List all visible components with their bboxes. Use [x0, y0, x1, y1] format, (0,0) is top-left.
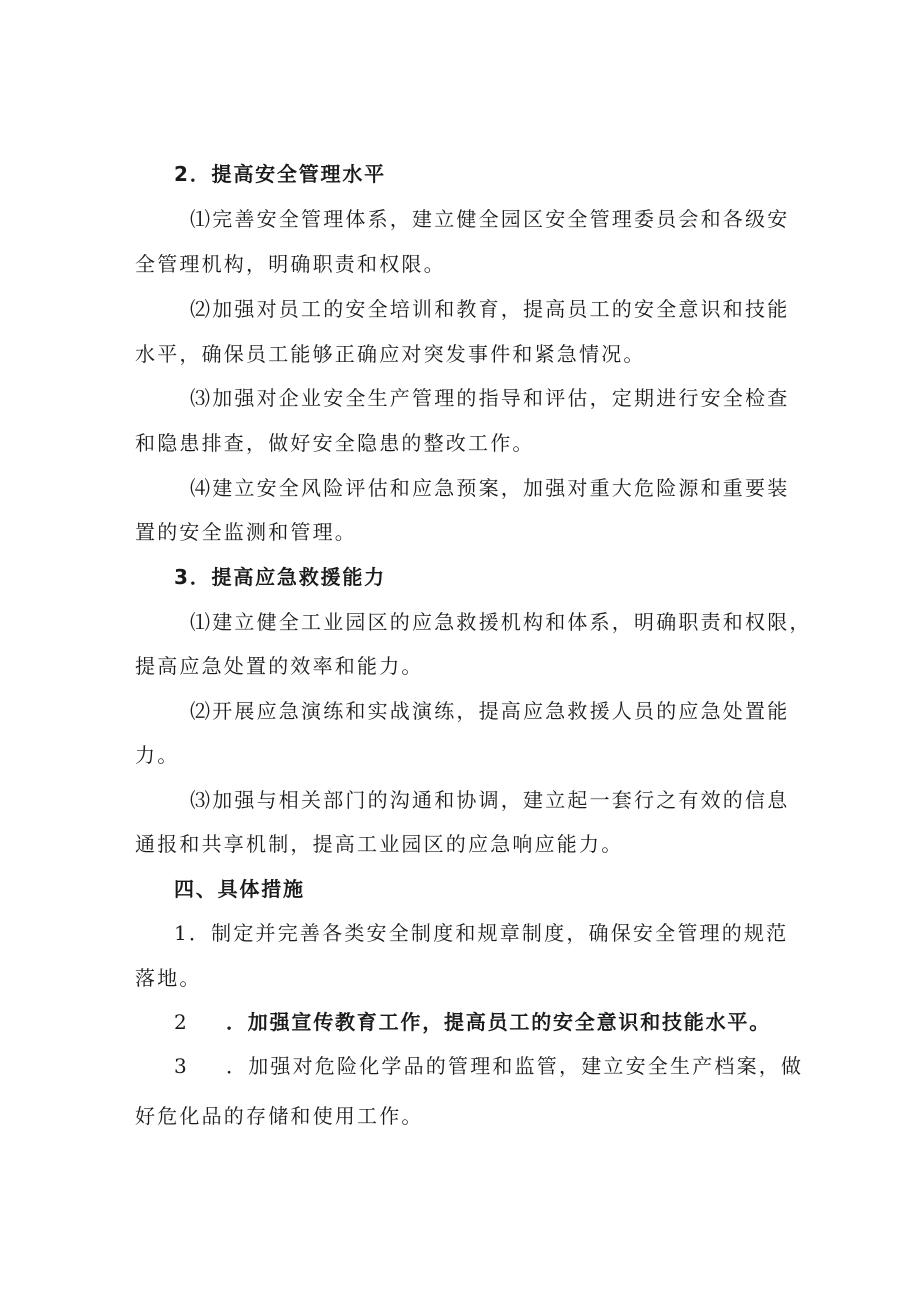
- section-3-item-1-line-1: ⑴建立健全工业园区的应急救援机构和体系，明确职责和权限，: [190, 610, 812, 634]
- section-2-item-1-line-2: 全管理机构，明确职责和权限。: [135, 252, 446, 276]
- section-4-item-2: [174, 1008, 771, 1036]
- section-2-heading: 2．提高安全管理水平: [174, 162, 386, 186]
- section-2-item-3-line-2: 和隐患排查，做好安全隐患的整改工作。: [135, 431, 535, 455]
- section-3-heading: 3．提高应急救援能力: [174, 565, 386, 589]
- section-4-heading: 四、具体措施: [174, 877, 305, 901]
- section-4-item-3-text: ．加强对危险化学品的管理和监管，建立安全生产档案，做: [226, 1054, 804, 1078]
- section-2-item-4-line-2: 置的安全监测和管理。: [135, 520, 357, 544]
- section-2-item-2-line-2: 水平，确保员工能够正确应对突发事件和紧急情况。: [135, 342, 646, 366]
- section-3-item-3-line-2: 通报和共享机制，提高工业园区的应急响应能力。: [135, 832, 624, 856]
- section-3-item-3-line-1: ⑶加强与相关部门的沟通和协调，建立起一套行之有效的信息: [190, 788, 790, 812]
- section-2-item-2-line-1: ⑵加强对员工的安全培训和教育，提高员工的安全意识和技能: [190, 297, 790, 321]
- section-4-item-1-line-1: 1．制定并完善各类安全制度和规章制度，确保安全管理的规范: [174, 921, 789, 945]
- section-2-item-1-line-1: ⑴完善安全管理体系，建立健全园区安全管理委员会和各级安: [190, 207, 790, 231]
- section-4-item-3-number: 3: [174, 1054, 189, 1078]
- section-4-item-3-line-2: 好危化品的存储和使用工作。: [135, 1104, 424, 1128]
- section-4-item-2-number: 2: [174, 1010, 189, 1034]
- section-3-item-1-line-2: 提高应急处置的效率和能力。: [135, 654, 424, 678]
- section-2-item-4-line-1: ⑷建立安全风险评估和应急预案，加强对重大危险源和重要装: [190, 476, 790, 500]
- section-4-item-1-line-2: 落地。: [135, 966, 202, 990]
- section-3-item-2-line-2: 力。: [135, 743, 180, 767]
- section-4-item-2-text: ．加强宣传教育工作，提高员工的安全意识和技能水平。: [226, 1010, 771, 1034]
- section-3-item-2-line-1: ⑵开展应急演练和实战演练，提高应急救援人员的应急处置能: [190, 699, 790, 723]
- section-4-item-3-line-1: [174, 1052, 803, 1080]
- section-2-item-3-line-1: ⑶加强对企业安全生产管理的指导和评估，定期进行安全检查: [190, 386, 790, 410]
